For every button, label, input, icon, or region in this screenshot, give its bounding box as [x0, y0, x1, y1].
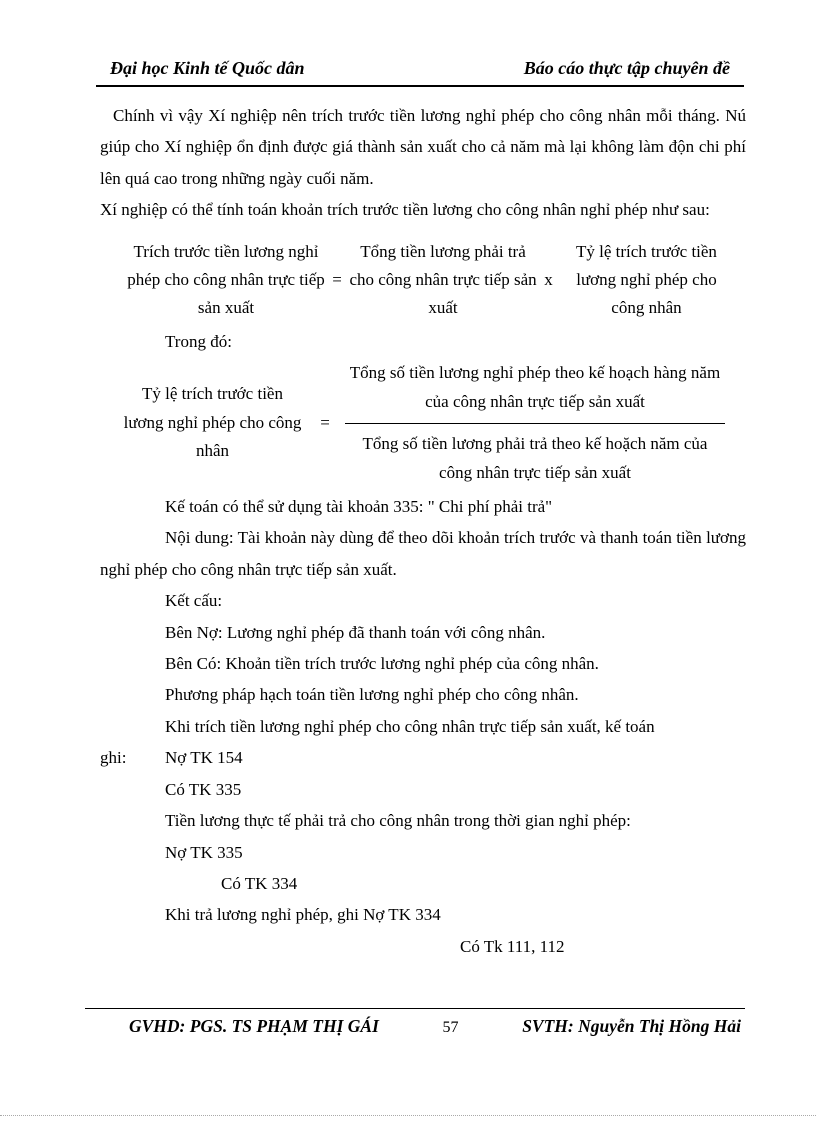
trong-do-label: Trong đó: [165, 331, 232, 351]
line-co-tk-111-112: Có Tk 111, 112 [460, 936, 565, 956]
page-header [96, 58, 744, 87]
paragraph-method: Xí nghiệp có thể tính toán khoản trích trước tiền lương cho công nhân nghỉ phép như sau: [100, 200, 710, 220]
page-footer [85, 1008, 745, 1037]
line-ghi-no-tk-154 [100, 742, 746, 773]
formula-right-term: Tỷ lệ trích trước tiền lương nghỉ phép cho công nhân [576, 241, 717, 317]
line-khi-tra: Khi trả lương nghỉ phép, ghi Nợ TK 334 [165, 905, 441, 925]
fraction-numerator: Tổng số tiền lương nghỉ phép theo kế hoạch hàng năm của công nhân trực tiếp sản xuất [349, 363, 721, 411]
bottom-dotted-line [0, 1115, 816, 1116]
footer-gvhd: GVHD: PGS. TS PHẠM THỊ GÁI [129, 1016, 379, 1036]
document-body [100, 100, 746, 962]
fraction-denominator: Tổng số tiền lương phải trả theo kế hoặch năm của công nhân trực tiếp sản xuất [345, 423, 725, 487]
line-phuong-phap: Phương pháp hạch toán tiền lương nghỉ phép cho công nhân. [165, 685, 579, 705]
ghi-label: ghi: [100, 748, 127, 768]
line-ke-toan: Kế toán có thể sử dụng tài khoản 335: " Chi phí phải trả" [165, 497, 553, 517]
header-title-right: Báo cáo thực tập chuyên đề [523, 58, 730, 78]
line-co-tk-334: Có TK 334 [221, 873, 298, 893]
line-ben-no: Bên Nợ: Lương nghỉ phép đã thanh toán với công nhân. [165, 622, 546, 642]
line-khi-trich: Khi trích tiền lương nghỉ phép cho công nhân trực tiếp sản xuất, kế toán [165, 716, 655, 736]
equals-sign: = [332, 269, 342, 289]
formula-ratio [100, 359, 746, 487]
line-no-tk-335: Nợ TK 335 [165, 842, 243, 862]
paragraph-intro: Chính vì vậy Xí nghiệp nên trích trước tiền lương nghỉ phép cho công nhân mỗi tháng. Nú giúp cho Xí nghiệp ổn định được giá thành sản xuất cho cả năm mà lại không làm độn chi phí lên quá cao trong những ngày cuối năm. [100, 106, 746, 188]
page-number: 57 [442, 1019, 459, 1036]
line-tien-luong-thuc-te: Tiền lương thực tế phải trả cho công nhân trong thời gian nghỉ phép: [165, 811, 631, 831]
no-tk-154: Nợ TK 154 [165, 748, 243, 768]
line-ben-co: Bên Có: Khoản tiền trích trước lương nghỉ phép của công nhân. [165, 654, 599, 674]
multiply-sign: x [544, 269, 553, 289]
line-co-tk-335: Có TK 335 [165, 779, 242, 799]
ratio-label: Tỷ lệ trích trước tiền lương nghỉ phép cho công nhân [123, 384, 302, 461]
formula-middle-term: Tổng tiền lương phải trả cho công nhân trực tiếp sản xuất [349, 241, 537, 317]
footer-svth: SVTH: Nguyễn Thị Hồng Hải [522, 1016, 741, 1036]
formula-left-term: Trích trước tiền lương nghỉ phép cho công nhân trực tiếp sản xuất [127, 241, 325, 317]
line-ket-cau: Kết cấu: [165, 591, 223, 611]
line-noi-dung: Nội dung: Tài khoản này dùng để theo dõi khoản trích trước và thanh toán tiền lương nghỉ phép cho công nhân trực tiếp sản xuất. [100, 528, 746, 579]
header-title-left: Đại học Kinh tế Quốc dân [110, 58, 305, 78]
formula-allocation [100, 238, 746, 322]
equals-sign: = [320, 412, 330, 432]
fraction [345, 359, 725, 487]
